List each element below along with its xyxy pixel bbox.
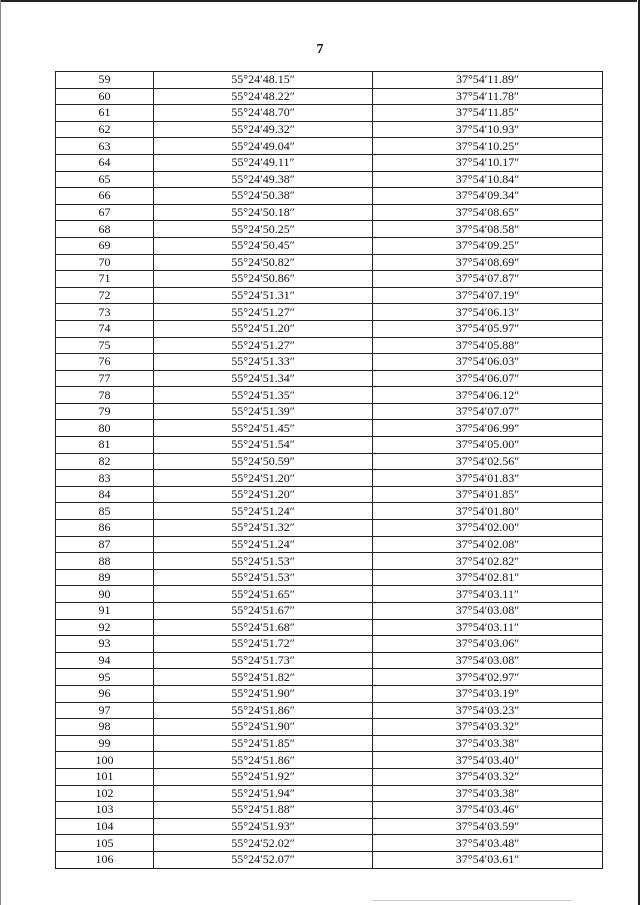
table-row [56, 719, 603, 736]
latitude-cell: 55°24′51.27″ [154, 337, 373, 354]
point-number-cell: 99 [56, 735, 154, 752]
table-row [56, 702, 603, 719]
point-number-cell: 78 [56, 387, 154, 404]
longitude-cell: 37°54′01.83″ [373, 470, 603, 487]
latitude-cell: 55°24′50.86″ [154, 271, 373, 288]
latitude-cell: 55°24′50.45″ [154, 237, 373, 254]
table-row [56, 254, 603, 271]
point-number-cell: 106 [56, 851, 154, 868]
point-number-cell: 81 [56, 437, 154, 454]
latitude-cell: 55°24′51.68″ [154, 619, 373, 636]
longitude-cell: 37°54′03.32″ [373, 768, 603, 785]
table-row [56, 271, 603, 288]
latitude-cell: 55°24′51.20″ [154, 320, 373, 337]
longitude-cell: 37°54′05.00″ [373, 437, 603, 454]
point-number-cell: 85 [56, 503, 154, 520]
point-number-cell: 93 [56, 636, 154, 653]
point-number-cell: 92 [56, 619, 154, 636]
longitude-cell: 37°54′11.78″ [373, 88, 603, 105]
bottom-edge-line [372, 900, 572, 901]
latitude-cell: 55°24′51.34″ [154, 370, 373, 387]
page-border-top [0, 0, 637, 2]
table-row [56, 768, 603, 785]
table-row [56, 121, 603, 138]
table-row [56, 72, 603, 89]
latitude-cell: 55°24′52.07″ [154, 851, 373, 868]
table-row [56, 420, 603, 437]
point-number-cell: 90 [56, 586, 154, 603]
longitude-cell: 37°54′10.93″ [373, 121, 603, 138]
longitude-cell: 37°54′03.11″ [373, 619, 603, 636]
latitude-cell: 55°24′50.82″ [154, 254, 373, 271]
latitude-cell: 55°24′51.45″ [154, 420, 373, 437]
point-number-cell: 62 [56, 121, 154, 138]
point-number-cell: 83 [56, 470, 154, 487]
point-number-cell: 79 [56, 403, 154, 420]
latitude-cell: 55°24′51.65″ [154, 586, 373, 603]
longitude-cell: 37°54′06.07″ [373, 370, 603, 387]
table-row [56, 171, 603, 188]
coordinates-table [55, 71, 603, 869]
latitude-cell: 55°24′50.59″ [154, 453, 373, 470]
latitude-cell: 55°24′51.67″ [154, 603, 373, 620]
longitude-cell: 37°54′02.82″ [373, 553, 603, 570]
longitude-cell: 37°54′11.85″ [373, 105, 603, 122]
table-row [56, 586, 603, 603]
longitude-cell: 37°54′09.25″ [373, 237, 603, 254]
longitude-cell: 37°54′08.69″ [373, 254, 603, 271]
latitude-cell: 55°24′51.20″ [154, 470, 373, 487]
table-row [56, 204, 603, 221]
longitude-cell: 37°54′01.85″ [373, 486, 603, 503]
point-number-cell: 101 [56, 768, 154, 785]
latitude-cell: 55°24′51.20″ [154, 486, 373, 503]
table-row [56, 619, 603, 636]
table-row [56, 802, 603, 819]
table-row [56, 569, 603, 586]
latitude-cell: 55°24′49.32″ [154, 121, 373, 138]
table-row [56, 387, 603, 404]
point-number-cell: 67 [56, 204, 154, 221]
point-number-cell: 69 [56, 237, 154, 254]
longitude-cell: 37°54′01.80″ [373, 503, 603, 520]
latitude-cell: 55°24′49.04″ [154, 138, 373, 155]
longitude-cell: 37°54′02.97″ [373, 669, 603, 686]
latitude-cell: 55°24′48.22″ [154, 88, 373, 105]
table-row [56, 337, 603, 354]
latitude-cell: 55°24′48.70″ [154, 105, 373, 122]
longitude-cell: 37°54′03.32″ [373, 719, 603, 736]
table-row [56, 520, 603, 537]
latitude-cell: 55°24′51.33″ [154, 354, 373, 371]
longitude-cell: 37°54′03.40″ [373, 752, 603, 769]
latitude-cell: 55°24′51.39″ [154, 403, 373, 420]
longitude-cell: 37°54′05.88″ [373, 337, 603, 354]
latitude-cell: 55°24′51.92″ [154, 768, 373, 785]
point-number-cell: 80 [56, 420, 154, 437]
table-row [56, 685, 603, 702]
longitude-cell: 37°54′03.59″ [373, 818, 603, 835]
point-number-cell: 77 [56, 370, 154, 387]
latitude-cell: 55°24′51.82″ [154, 669, 373, 686]
longitude-cell: 37°54′09.34″ [373, 188, 603, 205]
table-row [56, 154, 603, 171]
point-number-cell: 104 [56, 818, 154, 835]
point-number-cell: 70 [56, 254, 154, 271]
point-number-cell: 82 [56, 453, 154, 470]
point-number-cell: 61 [56, 105, 154, 122]
table-row [56, 652, 603, 669]
point-number-cell: 96 [56, 685, 154, 702]
longitude-cell: 37°54′08.65″ [373, 204, 603, 221]
latitude-cell: 55°24′51.88″ [154, 802, 373, 819]
table-row [56, 636, 603, 653]
latitude-cell: 55°24′51.31″ [154, 287, 373, 304]
table-row [56, 221, 603, 238]
longitude-cell: 37°54′03.61″ [373, 851, 603, 868]
longitude-cell: 37°54′10.84″ [373, 171, 603, 188]
point-number-cell: 74 [56, 320, 154, 337]
point-number-cell: 89 [56, 569, 154, 586]
table-row [56, 237, 603, 254]
longitude-cell: 37°54′03.06″ [373, 636, 603, 653]
table-row [56, 304, 603, 321]
table-row [56, 785, 603, 802]
table-row [56, 88, 603, 105]
table-row [56, 287, 603, 304]
table-row [56, 669, 603, 686]
table-row [56, 603, 603, 620]
longitude-cell: 37°54′02.08″ [373, 536, 603, 553]
latitude-cell: 55°24′51.54″ [154, 437, 373, 454]
point-number-cell: 95 [56, 669, 154, 686]
point-number-cell: 75 [56, 337, 154, 354]
point-number-cell: 94 [56, 652, 154, 669]
table-row [56, 320, 603, 337]
point-number-cell: 59 [56, 72, 154, 89]
latitude-cell: 55°24′51.53″ [154, 553, 373, 570]
table-row [56, 835, 603, 852]
longitude-cell: 37°54′10.17″ [373, 154, 603, 171]
longitude-cell: 37°54′06.99″ [373, 420, 603, 437]
point-number-cell: 105 [56, 835, 154, 852]
point-number-cell: 98 [56, 719, 154, 736]
longitude-cell: 37°54′06.03″ [373, 354, 603, 371]
latitude-cell: 55°24′51.35″ [154, 387, 373, 404]
longitude-cell: 37°54′03.38″ [373, 735, 603, 752]
longitude-cell: 37°54′07.19″ [373, 287, 603, 304]
table-row [56, 370, 603, 387]
table-row [56, 818, 603, 835]
point-number-cell: 76 [56, 354, 154, 371]
point-number-cell: 103 [56, 802, 154, 819]
longitude-cell: 37°54′02.81″ [373, 569, 603, 586]
latitude-cell: 55°24′50.38″ [154, 188, 373, 205]
table-row [56, 354, 603, 371]
point-number-cell: 97 [56, 702, 154, 719]
longitude-cell: 37°54′03.11″ [373, 586, 603, 603]
longitude-cell: 37°54′07.87″ [373, 271, 603, 288]
table-row [56, 453, 603, 470]
longitude-cell: 37°54′02.00″ [373, 520, 603, 537]
table-row [56, 437, 603, 454]
longitude-cell: 37°54′11.89″ [373, 72, 603, 89]
table-row [56, 752, 603, 769]
latitude-cell: 55°24′51.32″ [154, 520, 373, 537]
latitude-cell: 55°24′51.73″ [154, 652, 373, 669]
point-number-cell: 102 [56, 785, 154, 802]
table-row [56, 851, 603, 868]
latitude-cell: 55°24′50.25″ [154, 221, 373, 238]
point-number-cell: 64 [56, 154, 154, 171]
longitude-cell: 37°54′07.07″ [373, 403, 603, 420]
table-row [56, 105, 603, 122]
point-number-cell: 88 [56, 553, 154, 570]
latitude-cell: 55°24′51.86″ [154, 752, 373, 769]
table-row [56, 735, 603, 752]
longitude-cell: 37°54′03.08″ [373, 603, 603, 620]
latitude-cell: 55°24′52.02″ [154, 835, 373, 852]
table-row [56, 503, 603, 520]
table-row [56, 553, 603, 570]
point-number-cell: 65 [56, 171, 154, 188]
point-number-cell: 73 [56, 304, 154, 321]
longitude-cell: 37°54′02.56″ [373, 453, 603, 470]
point-number-cell: 63 [56, 138, 154, 155]
point-number-cell: 60 [56, 88, 154, 105]
point-number-cell: 86 [56, 520, 154, 537]
longitude-cell: 37°54′03.48″ [373, 835, 603, 852]
longitude-cell: 37°54′03.46″ [373, 802, 603, 819]
longitude-cell: 37°54′06.13″ [373, 304, 603, 321]
latitude-cell: 55°24′49.11″ [154, 154, 373, 171]
longitude-cell: 37°54′03.08″ [373, 652, 603, 669]
table-row [56, 470, 603, 487]
table-row [56, 138, 603, 155]
latitude-cell: 55°24′51.90″ [154, 719, 373, 736]
point-number-cell: 68 [56, 221, 154, 238]
longitude-cell: 37°54′08.58″ [373, 221, 603, 238]
latitude-cell: 55°24′51.27″ [154, 304, 373, 321]
table-row [56, 403, 603, 420]
point-number-cell: 84 [56, 486, 154, 503]
longitude-cell: 37°54′05.97″ [373, 320, 603, 337]
page-number: 7 [316, 42, 324, 57]
latitude-cell: 55°24′48.15″ [154, 72, 373, 89]
latitude-cell: 55°24′51.90″ [154, 685, 373, 702]
latitude-cell: 55°24′51.94″ [154, 785, 373, 802]
longitude-cell: 37°54′03.23″ [373, 702, 603, 719]
point-number-cell: 66 [56, 188, 154, 205]
table-row [56, 486, 603, 503]
coordinates-table-body [56, 72, 603, 869]
table-row [56, 188, 603, 205]
table-row [56, 536, 603, 553]
latitude-cell: 55°24′50.18″ [154, 204, 373, 221]
latitude-cell: 55°24′51.72″ [154, 636, 373, 653]
point-number-cell: 72 [56, 287, 154, 304]
point-number-cell: 71 [56, 271, 154, 288]
point-number-cell: 91 [56, 603, 154, 620]
page-border-left [0, 0, 1, 905]
longitude-cell: 37°54′10.25″ [373, 138, 603, 155]
latitude-cell: 55°24′51.85″ [154, 735, 373, 752]
latitude-cell: 55°24′51.53″ [154, 569, 373, 586]
point-number-cell: 100 [56, 752, 154, 769]
point-number-cell: 87 [56, 536, 154, 553]
latitude-cell: 55°24′51.93″ [154, 818, 373, 835]
latitude-cell: 55°24′51.86″ [154, 702, 373, 719]
latitude-cell: 55°24′49.38″ [154, 171, 373, 188]
longitude-cell: 37°54′03.38″ [373, 785, 603, 802]
latitude-cell: 55°24′51.24″ [154, 536, 373, 553]
longitude-cell: 37°54′03.19″ [373, 685, 603, 702]
longitude-cell: 37°54′06.12″ [373, 387, 603, 404]
latitude-cell: 55°24′51.24″ [154, 503, 373, 520]
